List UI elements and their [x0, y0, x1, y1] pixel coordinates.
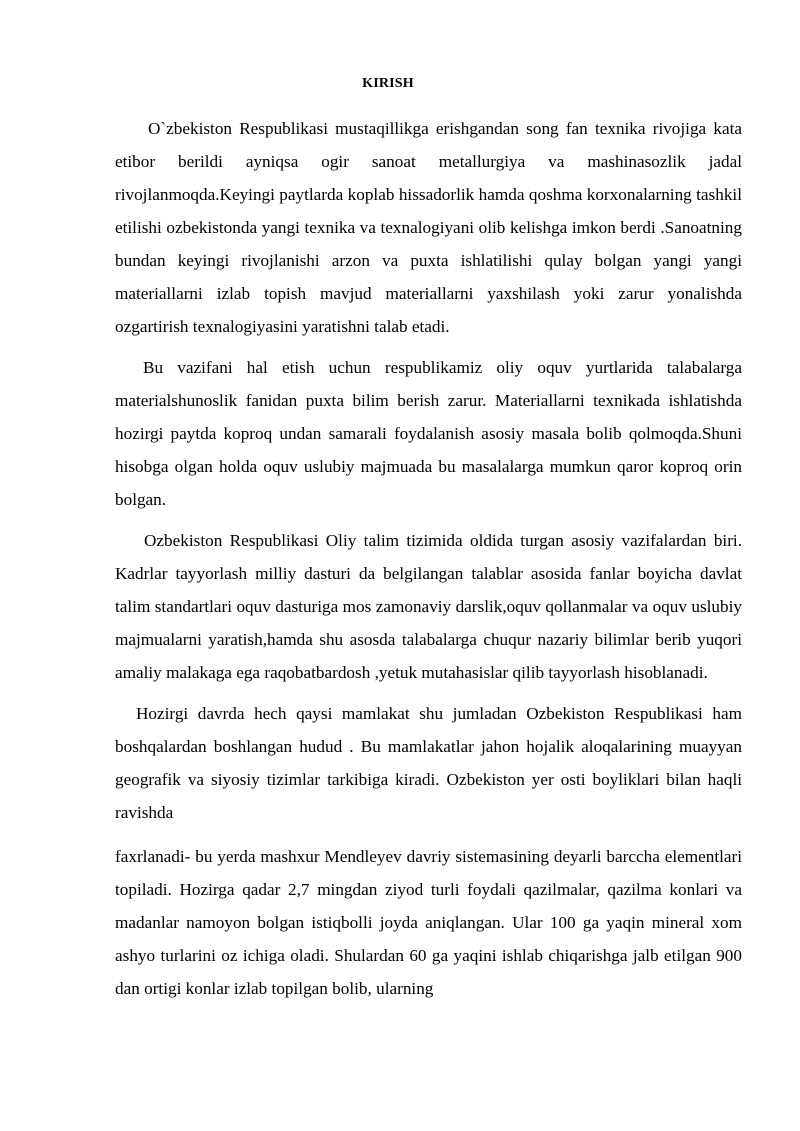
paragraph-2: Bu vazifani hal etish uchun respublikamiz oliy oquv yurtlarida talabalarga materialshunoslik fanidan puxta bilim berish zarur. Materiallarni texnikada ishlatishda hozirgi paytda koproq undan samarali foydalanish asosiy masala bolib qolmoqda.Shuni hisobga olgan holda oquv uslubiy majmuada bu masalalarga mumkun qaror koproq orin bolgan. [115, 358, 742, 509]
paragraph-1: O`zbekiston Respublikasi mustaqillikga erishgandan song fan texnika rivojiga kata etibor berildi ayniqsa ogir sanoat metallurgiya va mashinasozlik jadal rivojlanmoqda.Keyingi paytlarda koplab hissadorlik hamda qoshma korxonalarning tashkil etilishi ozbekistonda yangi texnika va texnalogiyani olib kelishga imkon berdi .Sanoatning bundan keyingi rivojlanishi arzon va puxta ishlatilishi qulay bolgan yangi yangi materiallarni izlab topish mavjud materiallarni yaxshilash yoki zarur yonalishda ozgartirish texnalogiyasini yaratishni talab etadi. [115, 119, 742, 336]
paragraph-4: Hozirgi davrda hech qaysi mamlakat shu jumladan Ozbekiston Respublikasi ham boshqalardan boshlangan hudud . Bu mamlakatlar jahon hojalik aloqalarining muayyan geografik va siyosiy tizimlar tarkibiga kiradi. Ozbekiston yer osti boyliklari bilan haqli ravishda [115, 704, 742, 822]
document-body [115, 112, 742, 1005]
paragraph-5: faxrlanadi- bu yerda mashxur Mendleyev davriy sistemasining deyarli barccha elementlari topiladi. Hozirga qadar 2,7 mingdan ziyod turli foydali qazilmalar, qazilma konlari va madanlar namoyon bolgan istiqbolli joyda aniqlangan. Ular 100 ga yaqin mineral xom ashyo turlarini oz ichiga oladi. Shulardan 60 ga yaqini ishlab chiqarishga jalb etilgan 900 dan ortigi konlar izlab topilgan bolib, ularning [115, 847, 742, 998]
document-title: KIRISH [362, 76, 414, 91]
paragraph-3: Ozbekiston Respublikasi Oliy talim tizimida oldida turgan asosiy vazifalardan biri. Kadrlar tayyorlash milliy dasturi da belgilangan talablar asosida fanlar boyicha davlat talim standartlari oquv dasturiga mos zamonaviy darslik,oquv qollanmalar va oquv uslubiy majmualarni yaratish,hamda shu asosda talabalarga chuqur nazariy bilimlar berib yuqori amaliy malakaga ega raqobatbardosh ,yetuk mutahasislar qilib tayyorlash hisoblanadi. [115, 531, 742, 682]
